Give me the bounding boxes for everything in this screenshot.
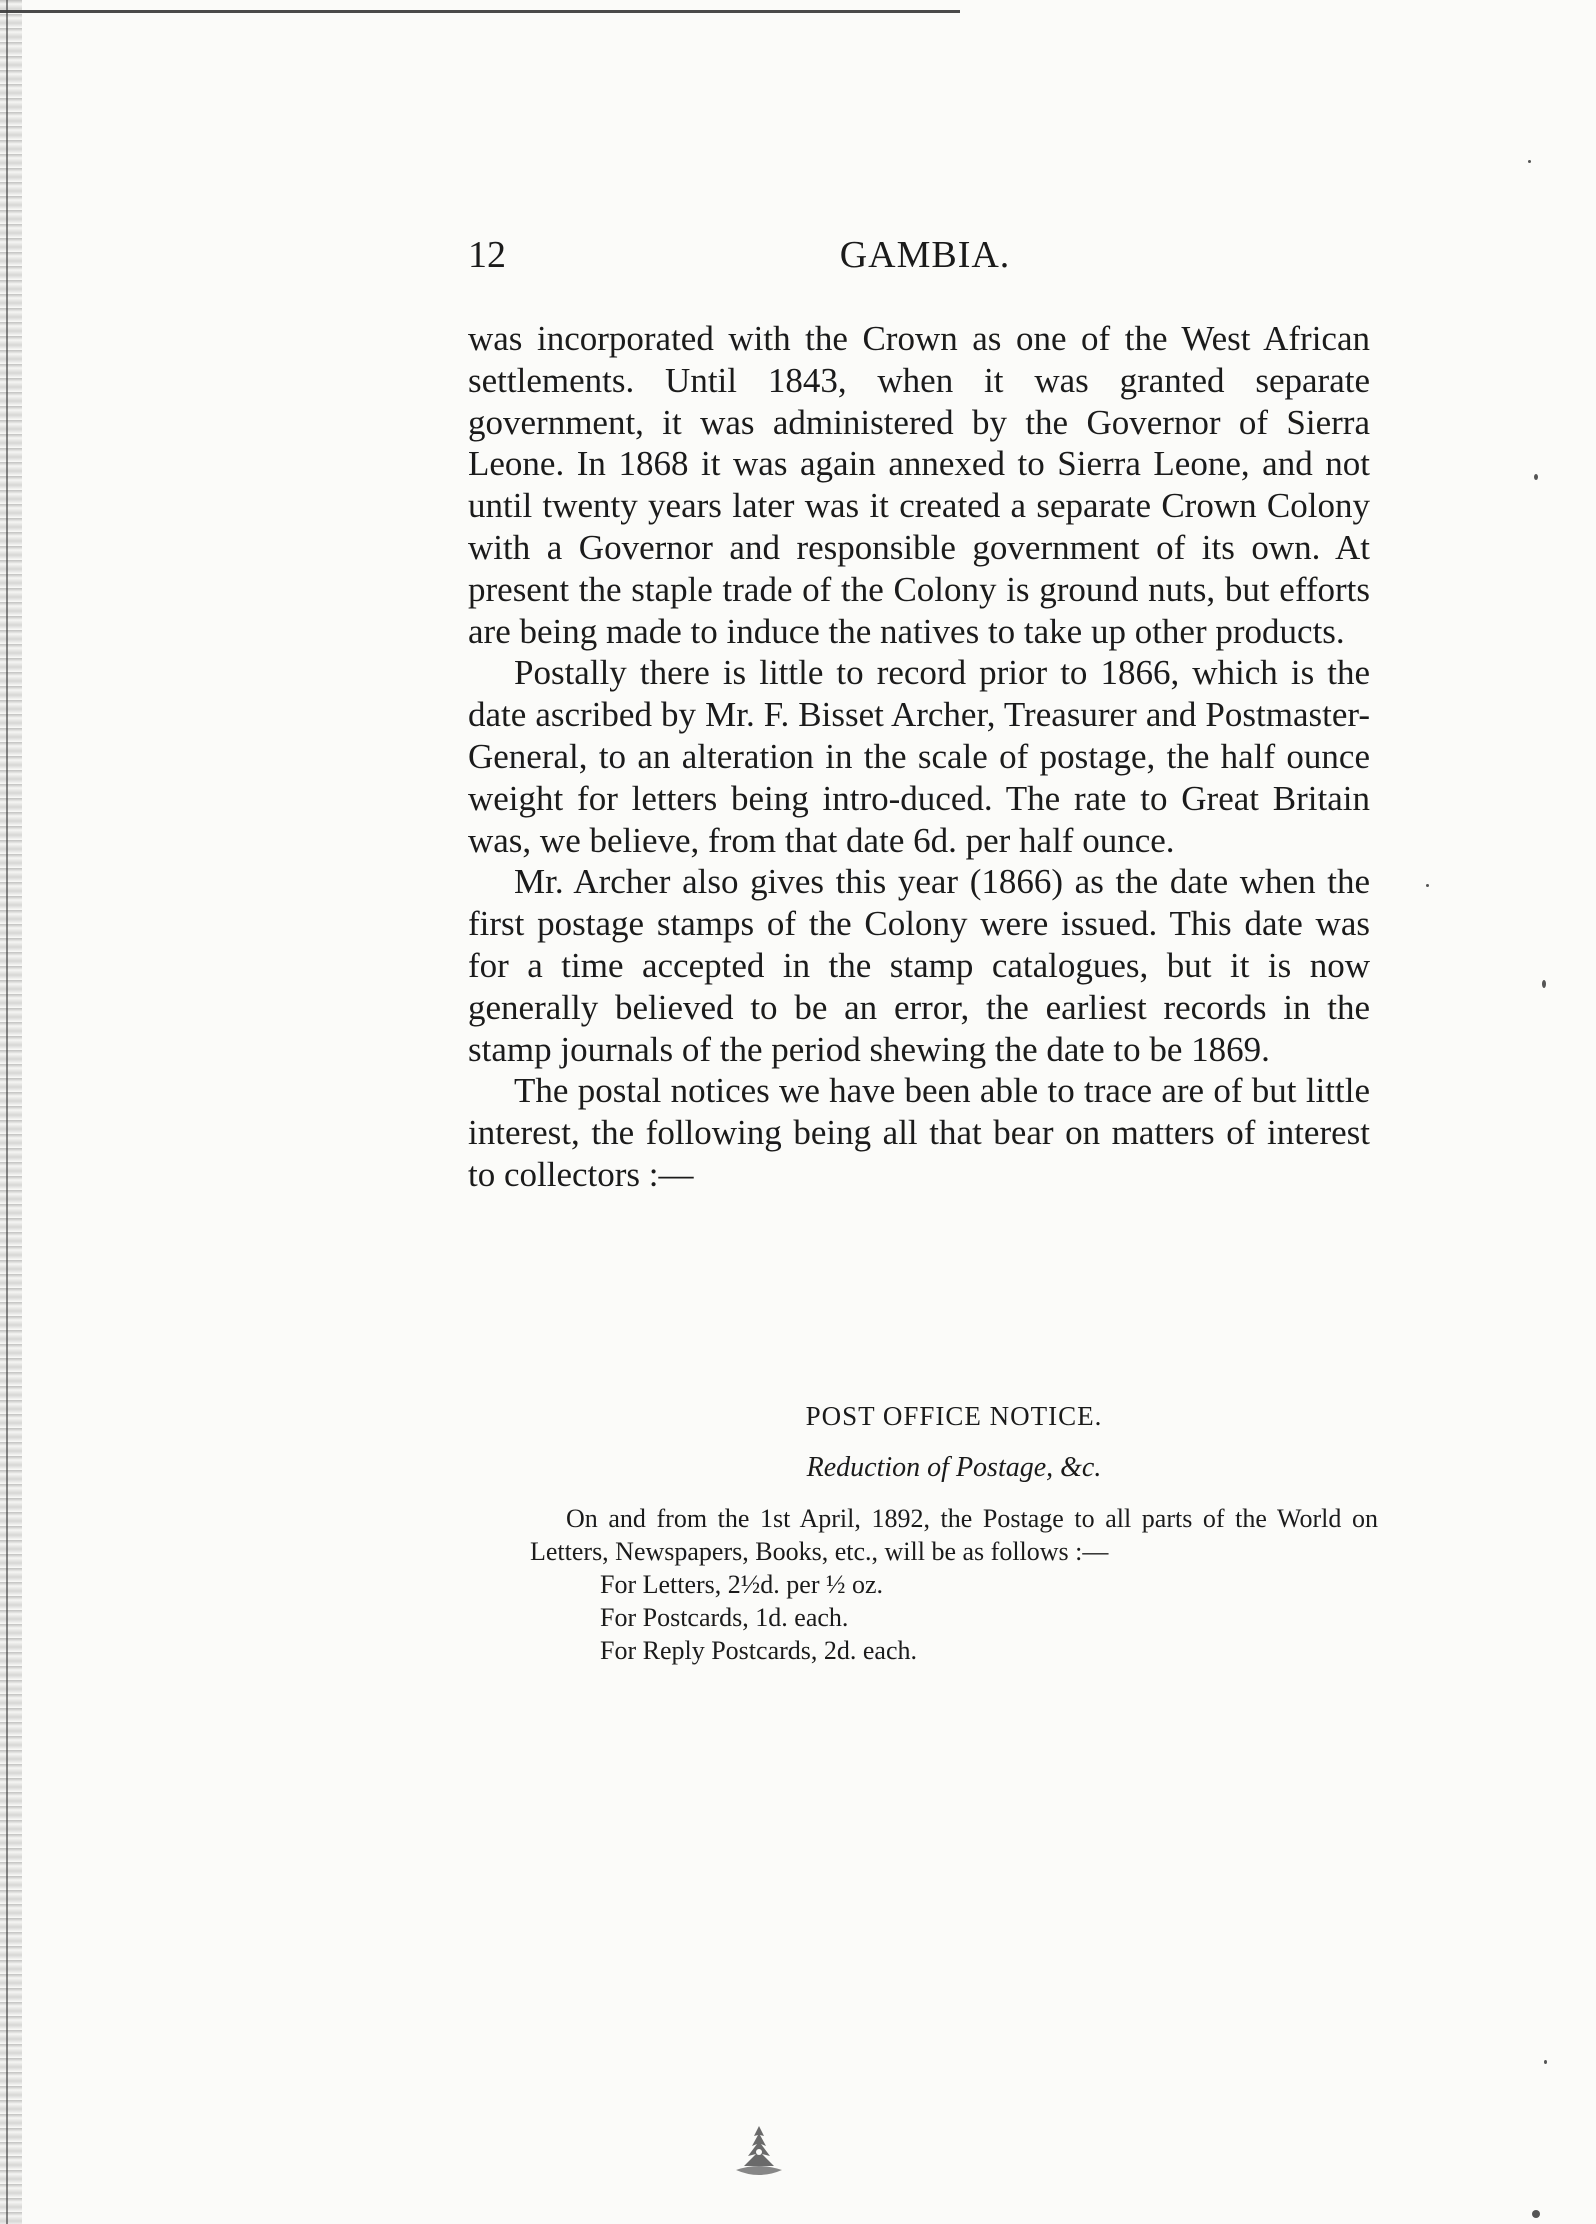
scan-speck [1532, 2210, 1540, 2218]
post-office-notice [530, 1396, 1378, 1667]
rate-postcards: For Postcards, 1d. each. [600, 1603, 849, 1632]
rate-reply-postcards: For Reply Postcards, 2d. each. [600, 1636, 918, 1665]
rate-letters: For Letters, 2½d. per ½ oz. [600, 1570, 884, 1599]
notice-subheading: Reduction of Postage, &c. [806, 1452, 1102, 1483]
page-title: GAMBIA. [839, 234, 1011, 276]
running-head [468, 230, 1382, 280]
notice-heading: POST OFFICE NOTICE. [805, 1401, 1103, 1431]
scan-left-edge-shadow [0, 0, 22, 2224]
paragraph-postal-history: Postally there is little to record prior to 1866, which is the date ascribed by Mr. F. Bisset Archer, Treasurer and Postmaster-General, to an alteration in the scale of postage, the half ounce weight for letters being intro-duced. The rate to Great Britain was, we believe, from that date 6d. per half ounce. [468, 653, 1370, 860]
scan-speck [1544, 2060, 1547, 2064]
scan-top-edge-line [0, 10, 960, 13]
printer-ornament-icon [726, 2122, 792, 2182]
scan-speck [1542, 980, 1546, 988]
scan-speck [1534, 474, 1538, 480]
page-number: 12 [468, 234, 506, 276]
scan-left-edge-line [6, 0, 8, 2224]
postage-rates-list [530, 1568, 1378, 1667]
scan-speck [1528, 160, 1531, 163]
paragraph-postal-notices: The postal notices we have been able to trace are of but little interest, the following being all that bear on matters of interest to collectors :— [468, 1071, 1370, 1194]
body-text [468, 318, 1370, 1196]
scan-speck [1426, 884, 1429, 887]
notice-text: On and from the 1st April, 1892, the Postage to all parts of the World on Letters, Newspapers, Books, etc., will be as follows :— [530, 1504, 1378, 1566]
paragraph-first-stamps: Mr. Archer also gives this year (1866) as the date when the first postage stamps of the Colony were issued. This date was for a time accepted in the stamp catalogues, but it is now generally believed to be an error, the earliest records in the stamp journals of the period shewing the date to be 1869. [468, 862, 1370, 1069]
paragraph-continuation: was incorporated with the Crown as one of the West African settlements. Until 1843, when it was granted separate government, it was administered by the Governor of Sierra Leone. In 1868 it was again annexed to Sierra Leone, and not until twenty years later was it created a separate Crown Colony with a Governor and responsible government of its own. At present the staple trade of the Colony is ground nuts, but efforts are being made to induce the natives to take up other products. [468, 319, 1370, 651]
